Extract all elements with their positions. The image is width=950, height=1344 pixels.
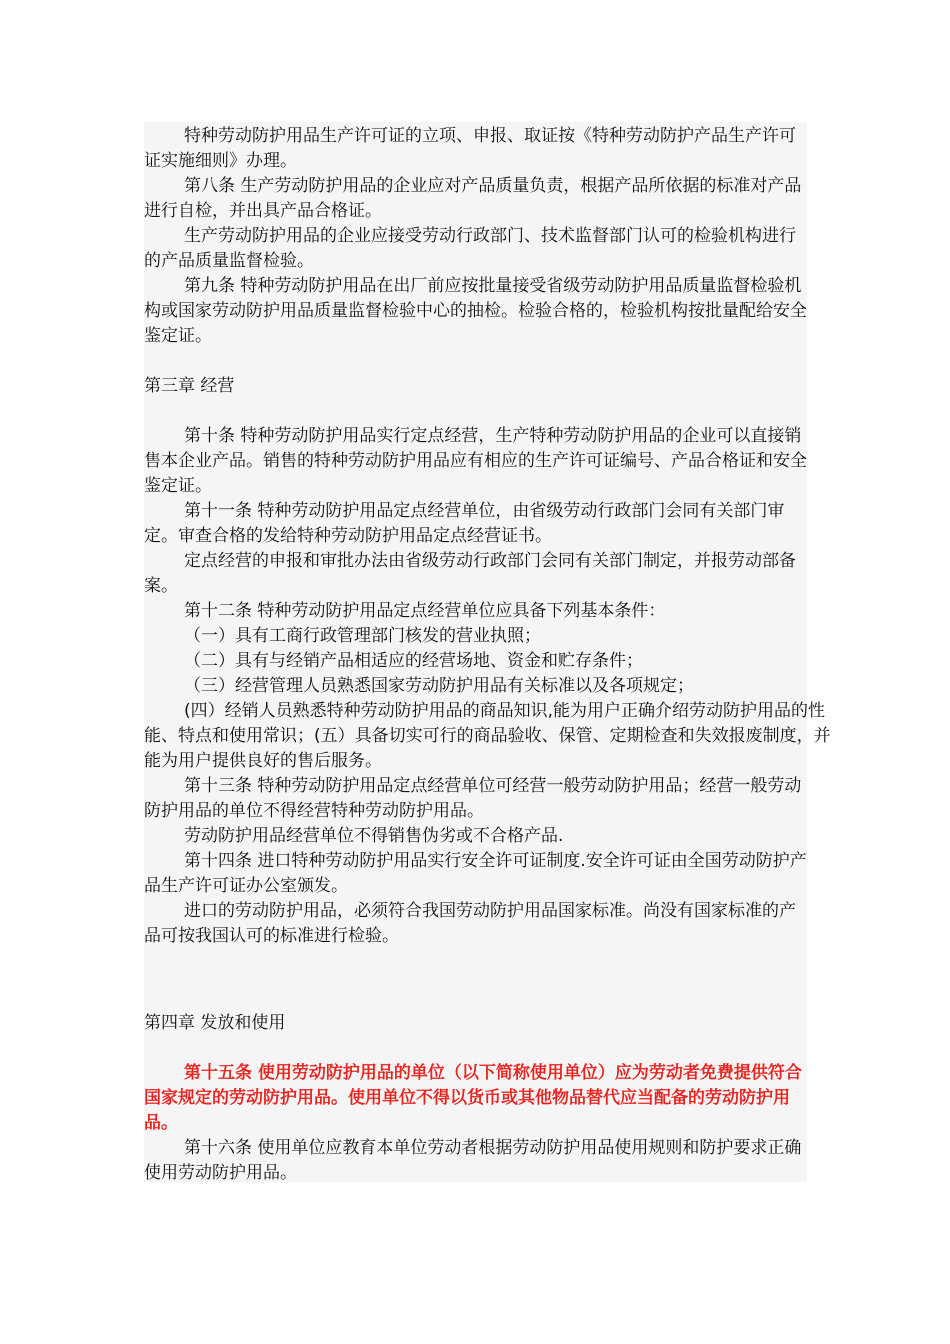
article-11: 第十一条 特种劳动防护用品定点经营单位，由省级劳动行政部门会同有关部门审定。审查合格的发给特种劳动防护用品定点经营证书。 bbox=[144, 501, 785, 546]
article-9: 第九条 特种劳动防护用品在出厂前应按批量接受省级劳动防护用品质量监督检验机构或国家劳动防护用品质量监督检验中心的抽检。检验合格的，检验机构按批量配给安全鉴定证。 bbox=[144, 276, 807, 346]
article-8: 第八条 生产劳动防护用品的企业应对产品质量负责，根据产品所依据的标准对产品进行自检，并出具产品合格证。 bbox=[144, 176, 802, 221]
article-12: 第十二条 特种劳动防护用品定点经营单位应具备下列基本条件： bbox=[184, 601, 666, 621]
chapter-3-heading: 第三章 经营 bbox=[144, 376, 235, 396]
paragraph-quality-inspection: 生产劳动防护用品的企业应接受劳动行政部门、技术监督部门认可的检验机构进行的产品质量监督检验。 bbox=[144, 226, 796, 271]
paragraph-import-standard: 进口的劳动防护用品，必须符合我国劳动防护用品国家标准。尚没有国家标准的产品可按我国认可的标准进行检验。 bbox=[144, 901, 796, 946]
condition-item-1: （一）具有工商行政管理部门核发的营业执照； bbox=[184, 626, 541, 646]
article-10: 第十条 特种劳动防护用品实行定点经营，生产特种劳动防护用品的企业可以直接销售本企业产品。销售的特种劳动防护用品应有相应的生产许可证编号、产品合格证和安全鉴定证。 bbox=[144, 426, 807, 496]
article-15-highlighted: 第十五条 使用劳动防护用品的单位（以下简称使用单位）应为劳动者免费提供符合国家规定的劳动防护用品。使用单位不得以货币或其他物品替代应当配备的劳动防护用品。 bbox=[144, 1063, 802, 1133]
article-14: 第十四条 进口特种劳动防护用品实行安全许可证制度.安全许可证由全国劳动防护产品生产许可证办公室颁发。 bbox=[144, 851, 807, 896]
paragraph-application-approval: 定点经营的申报和审批办法由省级劳动行政部门会同有关部门制定，并报劳动部备案。 bbox=[144, 551, 796, 596]
article-13: 第十三条 特种劳动防护用品定点经营单位可经营一般劳动防护用品；经营一般劳动防护用品的单位不得经营特种劳动防护用品。 bbox=[144, 776, 802, 821]
article-16: 第十六条 使用单位应教育本单位劳动者根据劳动防护用品使用规则和防护要求正确使用劳动防护用品。 bbox=[144, 1138, 802, 1183]
condition-items-4-5: (四）经销人员熟悉特种劳动防护用品的商品知识,能为用户正确介绍劳动防护用品的性能、特点和使用常识；(五）具备切实可行的商品验收、保管、定期检查和失效报废制度，并能为用户提供良好的售后服务。 bbox=[144, 701, 831, 771]
document-body bbox=[144, 124, 834, 1186]
paragraph-no-counterfeit: 劳动防护用品经营单位不得销售伪劣或不合格产品. bbox=[184, 826, 564, 846]
condition-item-3: （三）经营管理人员熟悉国家劳动防护用品有关标准以及各项规定； bbox=[184, 676, 694, 696]
chapter-4-heading: 第四章 发放和使用 bbox=[144, 1013, 286, 1033]
paragraph-license-procedure: 特种劳动防护用品生产许可证的立项、申报、取证按《特种劳动防护产品生产许可证实施细则》办理。 bbox=[144, 126, 796, 171]
condition-item-2: （二）具有与经销产品相适应的经营场地、资金和贮存条件； bbox=[184, 651, 643, 671]
